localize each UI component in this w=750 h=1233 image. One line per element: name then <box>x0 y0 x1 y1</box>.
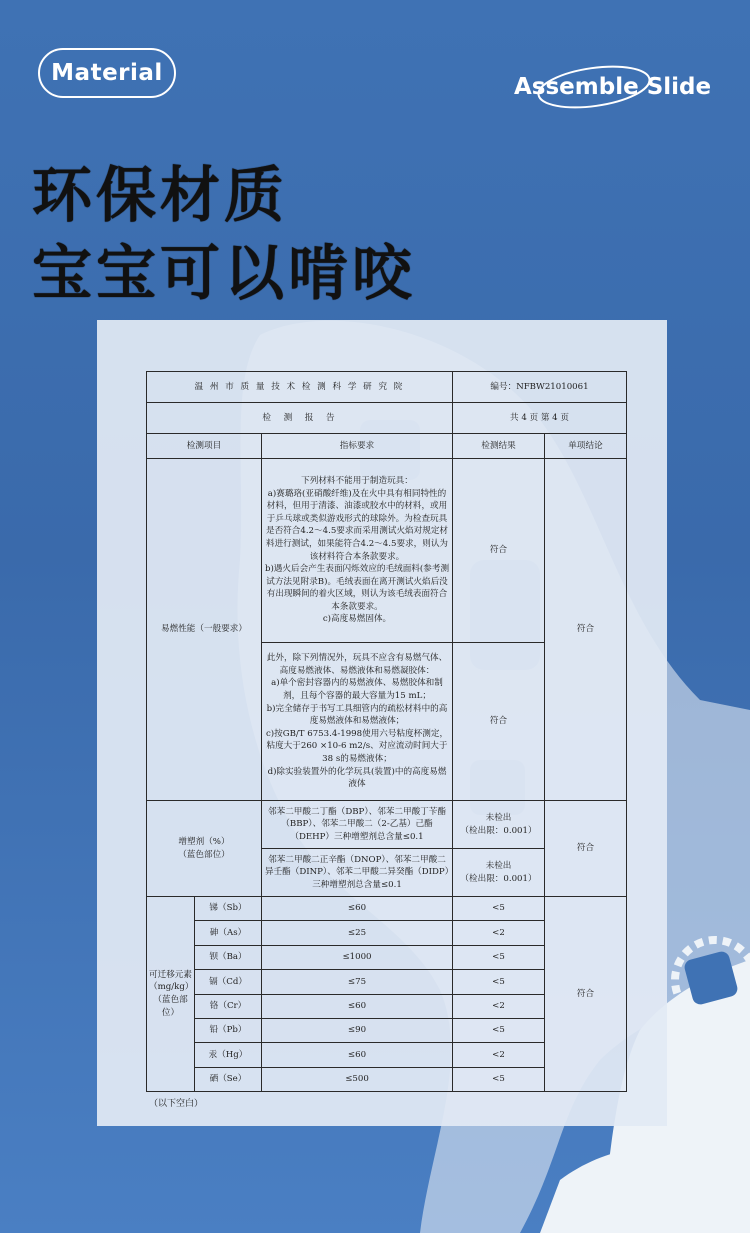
element-name: 铅（Pb） <box>195 1018 262 1042</box>
element-limit: ≤60 <box>262 1043 453 1067</box>
element-name: 铬（Cr） <box>195 994 262 1018</box>
flammability-result-1: 符合 <box>453 459 545 643</box>
element-name: 硒（Se） <box>195 1067 262 1091</box>
element-limit: ≤90 <box>262 1018 453 1042</box>
blank-below-note: （以下空白） <box>149 1099 204 1109</box>
headline-line-2: 宝宝可以啃咬 <box>32 239 416 309</box>
report-number: 编号：NFBW21010061 <box>453 372 627 403</box>
material-tag: Material <box>38 48 176 98</box>
flammability-conclusion: 符合 <box>545 459 627 801</box>
page-count: 共 4 页 第 4 页 <box>453 403 627 434</box>
migratable-conclusion: 符合 <box>545 897 627 1092</box>
headline-line-1: 环保材质 <box>32 161 288 231</box>
flammability-item: 易燃性能（一般要求） <box>147 459 262 801</box>
element-limit: ≤1000 <box>262 945 453 969</box>
flammability-result-2: 符合 <box>453 643 545 801</box>
element-result: <5 <box>453 1018 545 1042</box>
column-header-result: 检测结果 <box>453 434 545 459</box>
plasticizer-requirement-1: 邻苯二甲酸二丁酯（DBP）、邻苯二甲酸丁苄酯（BBP）、邻苯二甲酸二（2-乙基）己酯（DEHP）三种增塑剂总含量≤0.1 <box>262 801 453 849</box>
plasticizer-item: 增塑剂（%） （蓝色部位） <box>147 801 262 897</box>
element-result: <5 <box>453 945 545 969</box>
element-name: 镉（Cd） <box>195 970 262 994</box>
element-name: 钡（Ba） <box>195 945 262 969</box>
migratable-item: 可迁移元素 （mg/kg） （蓝色部位） <box>147 897 195 1092</box>
institute-name: 温 州 市 质 量 技 术 检 测 科 学 研 究 院 <box>147 372 453 403</box>
brand-name: Assemble Slide <box>514 74 712 100</box>
plasticizer-result-1: 未检出 （检出限：0.001） <box>453 801 545 849</box>
element-limit: ≤60 <box>262 897 453 921</box>
element-name: 砷（As） <box>195 921 262 945</box>
element-name: 锑（Sb） <box>195 897 262 921</box>
column-header-item: 检测项目 <box>147 434 262 459</box>
report-title: 检 测 报 告 <box>147 403 453 434</box>
plasticizer-conclusion: 符合 <box>545 801 627 897</box>
flammability-requirement-2: 此外，除下列情况外，玩具不应含有易燃气体、高度易燃液体、易燃液体和易燃凝胶体： a)单个密封容器内的易燃液体、易燃胶体和制剂，且每个容器的最大容量为15 mL； b)完全储存于书写工具细管内的疏松材料中的高度易燃液体和易燃液体； c)按GB/T 6753.4-1998使用六号粘度杯测定，粘度大于260 ×10-6 m2/s、对应流动时间大于38 s的易燃液体； d)除实验装置外的化学玩具(装置)中的高度易燃液体 <box>262 643 453 801</box>
brand-logo <box>514 74 714 114</box>
element-result: <2 <box>453 1043 545 1067</box>
element-limit: ≤75 <box>262 970 453 994</box>
element-limit: ≤60 <box>262 994 453 1018</box>
plasticizer-result-2: 未检出 （检出限：0.001） <box>453 849 545 897</box>
table-row <box>147 897 627 921</box>
element-result: <5 <box>453 970 545 994</box>
element-limit: ≤25 <box>262 921 453 945</box>
report-table <box>146 371 627 1092</box>
element-result: <2 <box>453 994 545 1018</box>
flammability-requirement-1: 下列材料不能用于制造玩具： a)赛璐珞(亚硝酸纤维)及在火中具有相同特性的材料，但用于清漆、油漆或胶水中的材料，或用 于乒乓球或类似游戏形式的球除外。为检查玩具是否符合4.2～4.5要求而采用测试火焰对规定材料进行测试，如果能符合4.2～4.5要求，则认为该材料符合本条款要求。 b)遇火后会产生表面闪烁效应的毛绒面料(参考测试方法见附录B)。毛绒表面在离开测试火焰后没有出现瞬间的着火区域，则认为该毛绒表面符合本条款要求。 c)高度易燃固体。 <box>262 459 453 643</box>
element-result: <5 <box>453 1067 545 1091</box>
test-report-document <box>97 320 667 1126</box>
column-header-requirement: 指标要求 <box>262 434 453 459</box>
plasticizer-requirement-2: 邻苯二甲酸二正辛酯（DNOP）、邻苯二甲酸二异壬酯（DINP）、邻苯二甲酸二异癸酯（DIDP）三种增塑剂总含量≤0.1 <box>262 849 453 897</box>
column-header-conclusion: 单项结论 <box>545 434 627 459</box>
element-result: <5 <box>453 897 545 921</box>
element-result: <2 <box>453 921 545 945</box>
element-limit: ≤500 <box>262 1067 453 1091</box>
element-name: 汞（Hg） <box>195 1043 262 1067</box>
